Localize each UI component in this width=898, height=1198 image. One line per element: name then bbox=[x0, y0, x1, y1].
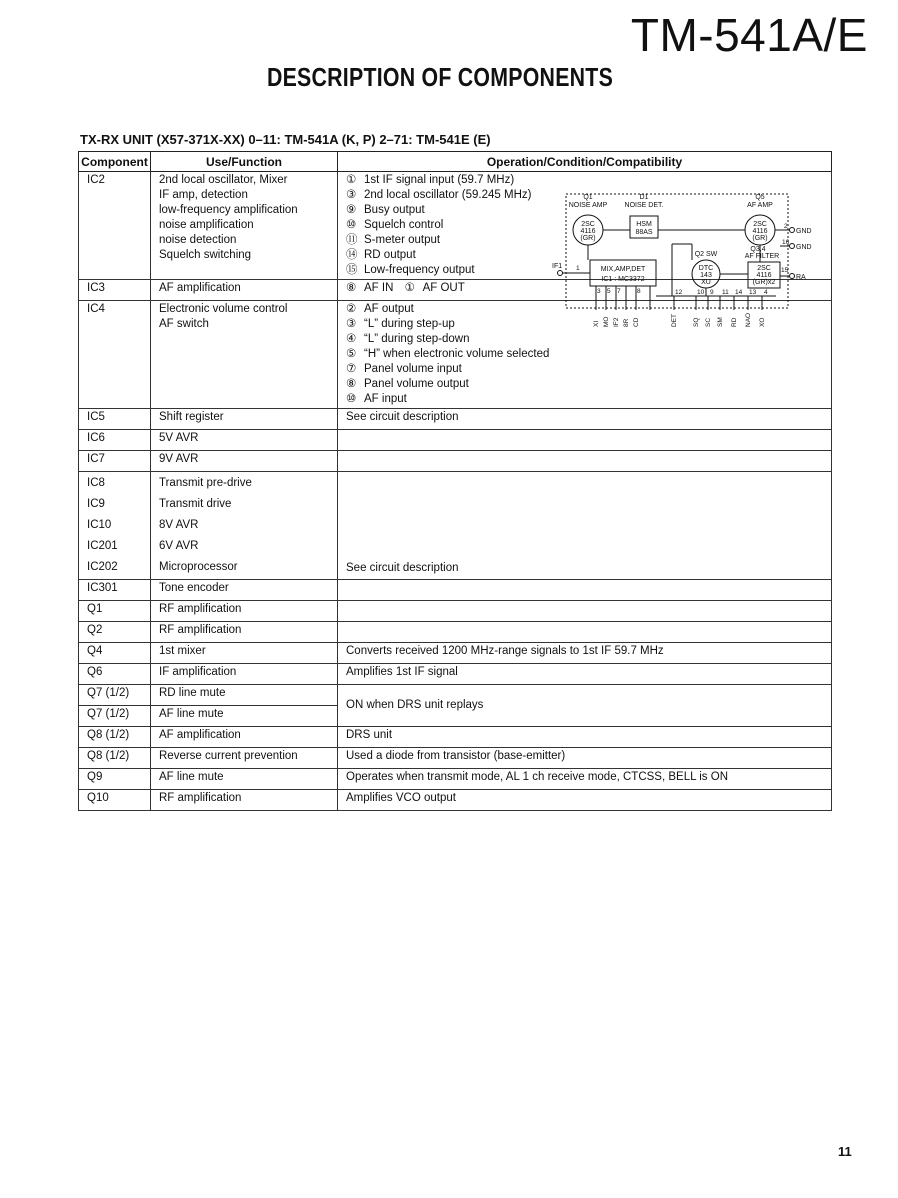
pin-number: 11 bbox=[722, 289, 729, 296]
function-cell: 1st mixer bbox=[151, 643, 338, 664]
operation-cell: Converts received 1200 MHz-range signals to 1st IF 59.7 MHz bbox=[338, 643, 832, 664]
if1-terminal-label: IF1 bbox=[552, 263, 563, 270]
component-cell: IC4 bbox=[79, 301, 151, 409]
ic1-part: IC1 : MC3372 bbox=[601, 276, 645, 283]
operation-cell bbox=[338, 430, 832, 451]
signal-label: DET bbox=[671, 314, 678, 327]
component-cell: Q4 bbox=[79, 643, 151, 664]
operation-line bbox=[346, 173, 827, 188]
component-cell: IC301 bbox=[79, 580, 151, 601]
component-line: IC201 bbox=[87, 540, 118, 552]
component-cell: Q6 bbox=[79, 664, 151, 685]
operation-cell bbox=[338, 451, 832, 472]
ic1-name: MIX,AMP,DET bbox=[600, 266, 646, 273]
function-line: noise amplification bbox=[159, 219, 254, 231]
pin-marker: ⑪ bbox=[346, 234, 358, 246]
pin-marker: ① bbox=[346, 174, 357, 186]
pin-number: 2 bbox=[784, 223, 788, 230]
model-number: TM-541A/E bbox=[630, 9, 868, 61]
pin-marker: ⑤ bbox=[346, 348, 357, 360]
pin-number: 9 bbox=[710, 289, 714, 296]
function-cell bbox=[151, 301, 338, 409]
operation-cell: See circuit description bbox=[338, 409, 832, 430]
pin-number: 14 bbox=[735, 289, 743, 296]
operation-line bbox=[346, 332, 827, 347]
component-cell: IC5 bbox=[79, 409, 151, 430]
component-line: IC9 bbox=[87, 498, 105, 510]
operation-cell bbox=[338, 580, 832, 601]
component-cell: Q7 (1/2) bbox=[79, 685, 151, 706]
table-row bbox=[79, 790, 832, 811]
pin-marker: ⑧ bbox=[346, 378, 357, 390]
page-title: DESCRIPTION OF COMPONENTS bbox=[266, 62, 614, 92]
pin-marker: ③ bbox=[346, 318, 357, 330]
q1-part: (GR) bbox=[580, 235, 596, 242]
pin-marker: ② bbox=[346, 303, 357, 315]
operation-text: AF OUT bbox=[422, 282, 465, 294]
component-cell: Q2 bbox=[79, 622, 151, 643]
operation-cell: Amplifies VCO output bbox=[338, 790, 832, 811]
function-cell: RF amplification bbox=[151, 790, 338, 811]
unit-subtitle: TX-RX UNIT (X57-371X-XX) 0–11: TM-541A (K, P) 2–71: TM-541E (E) bbox=[80, 132, 491, 147]
component-cell: IC2 bbox=[79, 172, 151, 280]
q2-part: DTC bbox=[698, 265, 714, 272]
signal-label: SC bbox=[705, 317, 712, 327]
operation-text: AF input bbox=[364, 393, 407, 405]
d1-label: D1 bbox=[639, 194, 649, 201]
function-cell: Shift register bbox=[151, 409, 338, 430]
q34-part: 2SC bbox=[757, 265, 771, 272]
gnd-terminal-label: GND bbox=[796, 228, 812, 235]
function-line: noise detection bbox=[159, 234, 237, 246]
component-cell: Q10 bbox=[79, 790, 151, 811]
pin-number: 4 bbox=[764, 289, 768, 296]
d1-sublabel: NOISE DET. bbox=[624, 202, 664, 209]
table-row bbox=[79, 409, 832, 430]
function-line: 6V AVR bbox=[159, 540, 199, 552]
q2-part: XU bbox=[701, 279, 711, 286]
table-row bbox=[79, 601, 832, 622]
signal-label: RD bbox=[731, 317, 738, 327]
table-row bbox=[79, 472, 832, 580]
pin-number: 15 bbox=[781, 267, 789, 274]
q5-label: Q5 bbox=[755, 194, 765, 201]
d1-part: HSM bbox=[636, 221, 652, 228]
operation-text: “L” during step-down bbox=[364, 333, 470, 345]
function-cell: IF amplification bbox=[151, 664, 338, 685]
q5-part: (GR) bbox=[752, 235, 768, 242]
q2-label: Q2 SW bbox=[694, 251, 718, 258]
ra-terminal-label: RA bbox=[796, 274, 806, 281]
page-number: 11 bbox=[838, 1144, 852, 1159]
pin-number: 3 bbox=[597, 288, 601, 295]
operation-text: Squelch control bbox=[364, 219, 444, 231]
function-cell: 5V AVR bbox=[151, 430, 338, 451]
operation-cell: ON when DRS unit replays bbox=[338, 685, 832, 727]
operation-text: “L” during step-up bbox=[364, 318, 455, 330]
operation-line bbox=[346, 377, 827, 392]
operation-text: AF output bbox=[364, 303, 414, 315]
d1-part: 88AS bbox=[635, 229, 653, 236]
operation-text: Busy output bbox=[364, 204, 425, 216]
component-cell: IC3 bbox=[79, 280, 151, 301]
component-line: IC8 bbox=[87, 477, 105, 489]
function-line: 8V AVR bbox=[159, 519, 199, 531]
pin-number: 7 bbox=[617, 288, 621, 295]
signal-label: XO bbox=[759, 317, 766, 327]
operation-text: Panel volume input bbox=[364, 363, 462, 375]
function-cell: AF line mute bbox=[151, 706, 338, 727]
pin-number: 13 bbox=[749, 289, 757, 296]
operation-cell bbox=[338, 622, 832, 643]
q1-part: 4116 bbox=[580, 228, 596, 235]
operation-text: “H” when electronic volume selected bbox=[364, 348, 550, 360]
component-cell: Q8 (1/2) bbox=[79, 727, 151, 748]
table-row bbox=[79, 580, 832, 601]
operation-text: S-meter output bbox=[364, 234, 441, 246]
function-cell: AF amplification bbox=[151, 280, 338, 301]
operation-cell bbox=[338, 601, 832, 622]
operation-cell: Operates when transmit mode, AL 1 ch receive mode, CTCSS, BELL is ON bbox=[338, 769, 832, 790]
signal-label: MO bbox=[603, 316, 610, 327]
component-cell: Q7 (1/2) bbox=[79, 706, 151, 727]
pin-marker: ③ bbox=[346, 189, 357, 201]
operation-cell: DRS unit bbox=[338, 727, 832, 748]
table-row bbox=[79, 769, 832, 790]
signal-label: SQ bbox=[693, 317, 700, 327]
pin-marker: ④ bbox=[346, 333, 357, 345]
function-cell: RD line mute bbox=[151, 685, 338, 706]
operation-cell: Amplifies 1st IF signal bbox=[338, 664, 832, 685]
table-row bbox=[79, 430, 832, 451]
pin-marker: ⑭ bbox=[346, 249, 358, 261]
table-row bbox=[79, 451, 832, 472]
pin-marker: ⑮ bbox=[346, 264, 358, 276]
q34-part: 4116 bbox=[756, 272, 772, 279]
component-cell: Q8 (1/2) bbox=[79, 748, 151, 769]
signal-label: 8R bbox=[623, 318, 630, 327]
function-cell bbox=[151, 172, 338, 280]
function-line: IF amp, detection bbox=[159, 189, 248, 201]
pin-marker: ⑩ bbox=[346, 219, 357, 231]
operation-text: Low-frequency output bbox=[364, 264, 475, 276]
pin-number: 16 bbox=[782, 239, 790, 246]
function-cell: RF amplification bbox=[151, 601, 338, 622]
pin-number: 1 bbox=[576, 265, 580, 272]
pin-marker: ⑧ bbox=[346, 282, 357, 294]
operation-cell: Used a diode from transistor (base-emitter) bbox=[338, 748, 832, 769]
component-cell: IC6 bbox=[79, 430, 151, 451]
function-line: AF switch bbox=[159, 318, 209, 330]
q34-sublabel: AF FILTER bbox=[744, 253, 780, 260]
q1-part: 2SC bbox=[581, 221, 595, 228]
table-row bbox=[79, 622, 832, 643]
function-line: Transmit drive bbox=[159, 498, 232, 510]
pin-number: 12 bbox=[675, 289, 683, 296]
col-function: Use/Function bbox=[151, 152, 338, 172]
signal-label: CD bbox=[633, 317, 640, 327]
function-cell: Reverse current prevention bbox=[151, 748, 338, 769]
pin-marker: ⑦ bbox=[346, 363, 357, 375]
signal-label: SM bbox=[717, 317, 724, 327]
function-line: Electronic volume control bbox=[159, 303, 288, 315]
operation-text: 1st IF signal input (59.7 MHz) bbox=[364, 174, 515, 186]
pin-number: 5 bbox=[607, 288, 611, 295]
pin-marker: ⑨ bbox=[346, 204, 357, 216]
q1-sublabel: NOISE AMP bbox=[568, 202, 608, 209]
signal-label: NAO bbox=[745, 312, 752, 327]
operation-text: AF IN bbox=[364, 282, 394, 294]
q34-label: Q3,4 bbox=[750, 246, 766, 253]
signal-label: IF2 bbox=[613, 317, 620, 327]
function-cell: AF line mute bbox=[151, 769, 338, 790]
function-cell: AF amplification bbox=[151, 727, 338, 748]
table-row bbox=[79, 664, 832, 685]
col-operation: Operation/Condition/Compatibility bbox=[338, 152, 832, 172]
gnd-terminal-label: GND bbox=[796, 244, 812, 251]
component-cell: Q9 bbox=[79, 769, 151, 790]
operation-line bbox=[346, 347, 827, 362]
q34-part: (GR)x2 bbox=[752, 279, 776, 286]
q1-label: Q1 bbox=[583, 194, 593, 201]
function-line: low-frequency amplification bbox=[159, 204, 298, 216]
component-line: IC202 bbox=[87, 561, 118, 573]
table-row bbox=[79, 727, 832, 748]
pin-marker: ① bbox=[404, 282, 415, 294]
operation-text: Panel volume output bbox=[364, 378, 469, 390]
operation-line bbox=[346, 392, 827, 407]
function-cell: Tone encoder bbox=[151, 580, 338, 601]
function-line: Squelch switching bbox=[159, 249, 252, 261]
operation-text: RD output bbox=[364, 249, 416, 261]
q5-part: 4116 bbox=[752, 228, 768, 235]
operation-line bbox=[346, 362, 827, 377]
ic2-block-diagram bbox=[552, 190, 828, 328]
function-cell bbox=[151, 472, 338, 580]
q5-sublabel: AF AMP bbox=[747, 202, 773, 209]
q2-part: 143 bbox=[700, 272, 712, 279]
operation-text: 2nd local oscillator (59.245 MHz) bbox=[364, 189, 532, 201]
function-line: Microprocessor bbox=[159, 561, 238, 573]
function-cell: 9V AVR bbox=[151, 451, 338, 472]
operation-text: See circuit description bbox=[346, 562, 459, 574]
component-cell: IC7 bbox=[79, 451, 151, 472]
signal-label: XI bbox=[593, 320, 600, 327]
function-line: Transmit pre-drive bbox=[159, 477, 252, 489]
component-line: IC10 bbox=[87, 519, 112, 531]
table-row bbox=[79, 748, 832, 769]
col-component: Component bbox=[79, 152, 151, 172]
function-line: 2nd local oscillator, Mixer bbox=[159, 174, 288, 186]
table-row bbox=[79, 643, 832, 664]
table-header-row bbox=[79, 152, 832, 172]
component-cell: Q1 bbox=[79, 601, 151, 622]
pin-number: 8 bbox=[637, 288, 641, 295]
table-row bbox=[79, 685, 832, 706]
function-cell: RF amplification bbox=[151, 622, 338, 643]
pin-number: 10 bbox=[697, 289, 705, 296]
component-cell bbox=[79, 472, 151, 580]
q5-part: 2SC bbox=[753, 221, 767, 228]
operation-cell bbox=[338, 472, 832, 580]
pin-marker: ⑩ bbox=[346, 393, 357, 405]
